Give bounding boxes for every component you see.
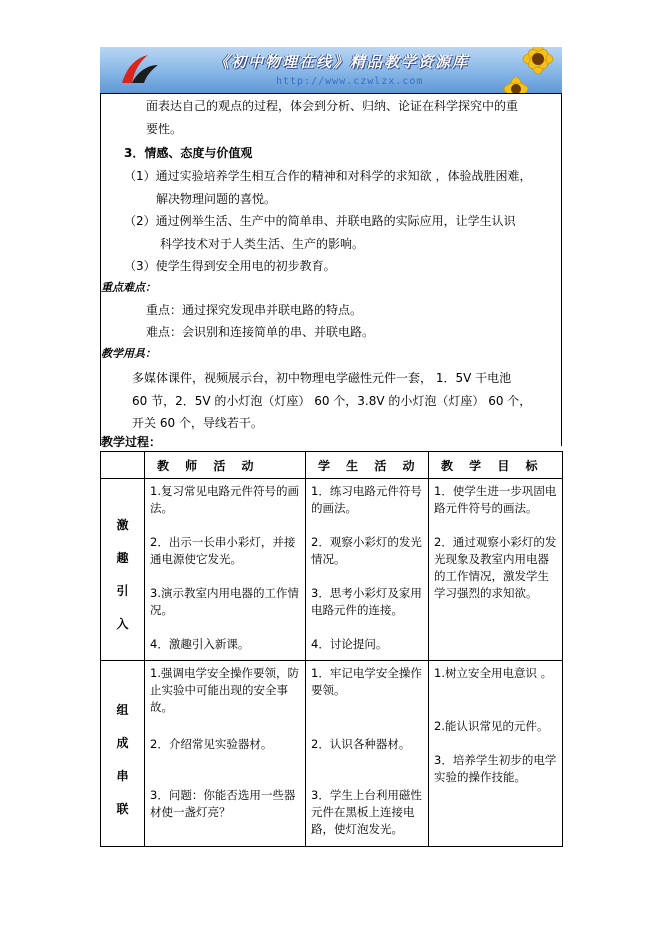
site-logo-icon <box>118 53 162 87</box>
process-label: 教学过程： <box>101 435 162 449</box>
teaching-goal-cell <box>429 479 563 661</box>
keypoint-focus: 重点：通过探究发现串并联电路的特点。 <box>146 303 363 317</box>
stage-char: 入 <box>116 617 129 631</box>
teacher-activity-item: 3．问题：你能否选用一些器材使一盏灯亮？ <box>150 788 296 819</box>
keypoint-difficulty: 难点：会识别和连接简单的串、并联电路。 <box>146 325 375 339</box>
student-activity-item: 2．观察小彩灯的发光情况。 <box>311 535 422 566</box>
tools-line-3: 开关 60 个，导线若干。 <box>132 416 263 430</box>
student-activity-item: 3．思考小彩灯及家用电路元件的连接。 <box>311 586 422 617</box>
stage-char: 趣 <box>116 551 129 565</box>
stage-char: 组 <box>116 703 129 717</box>
student-activity-item: 3．学生上台利用磁性元件在黑板上连接电路，使灯泡发光。 <box>311 788 422 836</box>
teaching-goal-item: 1．使学生进一步巩固电路元件符号的画法。 <box>434 484 557 515</box>
teaching-goal-item: 2.能认识常见的元件。 <box>434 719 549 733</box>
teacher-activity-item: 1.复习常见电路元件符号的画法。 <box>150 484 299 515</box>
teacher-activity-item: 3.演示教室内用电器的工作情况。 <box>150 586 299 617</box>
stage-char: 引 <box>116 584 129 598</box>
teaching-goal-cell <box>429 661 563 847</box>
teacher-activity-item: 4．激趣引入新课。 <box>150 637 250 651</box>
table-row <box>101 479 563 661</box>
objective-2-line-2: 科学技术对于人类生活、生产的影响。 <box>160 237 365 251</box>
objective-1-line-2: 解决物理问题的喜悦。 <box>156 192 277 206</box>
header-teaching-goal: 教 学 目 标 <box>429 452 563 479</box>
section-3-heading: 3．情感、态度与价值观 <box>124 146 253 160</box>
header-student-activity: 学 生 活 动 <box>306 452 429 479</box>
stage-char: 联 <box>116 802 129 816</box>
teacher-activity-item: 1.强调电学安全操作要领，防止实验中可能出现的安全事故。 <box>150 666 299 714</box>
teacher-activity-item: 2．出示一长串小彩灯，并接通电源使它发光。 <box>150 535 296 566</box>
tools-line-2: 60 节，2．5V 的小灯泡（灯座） 60 个，3.8V 的小灯泡（灯座） 60 个， <box>132 394 532 408</box>
tools-label: 教学用具： <box>101 347 156 360</box>
student-activity-item: 2．认识各种器材。 <box>311 737 411 751</box>
objective-3: （3）使学生得到安全用电的初步教育。 <box>124 259 336 273</box>
student-activity-item: 1．练习电路元件符号的画法。 <box>311 484 422 515</box>
teacher-activity-cell <box>145 661 306 847</box>
intro-line-1: 面表达自己的观点的过程，体会到分析、归纳、论证在科学探究中的重 <box>146 99 519 113</box>
student-activity-item: 1．牢记电学安全操作要领。 <box>311 666 422 697</box>
teaching-goal-item: 3．培养学生初步的电学实验的操作技能。 <box>434 753 557 784</box>
teacher-activity-item: 2．介绍常见实验器材。 <box>150 737 273 751</box>
sunflower-icon <box>486 47 562 93</box>
stage-char: 激 <box>116 518 129 532</box>
stage-char: 成 <box>116 736 129 750</box>
teaching-goal-item: 1.树立安全用电意识 。 <box>434 666 553 680</box>
table-row <box>101 661 563 847</box>
stage-char: 串 <box>116 769 129 783</box>
stage-cell-intro <box>101 479 145 661</box>
objective-1-line-1: （1）通过实验培养学生相互合作的精神和对科学的求知欲 ，体验战胜困难， <box>124 169 532 183</box>
teaching-process-table <box>100 451 563 847</box>
objective-2-line-1: （2）通过例举生活、生产中的简单串、并联电路的实际应用，让学生认识 <box>124 214 516 228</box>
header-teacher-activity: 教 师 活 动 <box>145 452 306 479</box>
teaching-goal-item: 2．通过观察小彩灯的发光现象及教室内用电器的工作情况，激发学生学习强烈的求知欲。 <box>434 535 557 600</box>
keypoints-label: 重点难点： <box>101 281 156 294</box>
banner-url[interactable]: http://www.czwlzx.com <box>276 76 424 87</box>
table-header-row <box>101 452 563 479</box>
student-activity-cell <box>306 479 429 661</box>
intro-line-2: 要性。 <box>146 122 183 136</box>
student-activity-cell <box>306 661 429 847</box>
tools-line-1: 多媒体课件，视频展示台，初中物理电学磁性元件一套， 1．5V 干电池 <box>132 371 512 385</box>
banner-title: 《初中物理在线》精品教学资源库 <box>214 53 470 71</box>
stage-cell-series <box>101 661 145 847</box>
header-banner <box>100 47 562 93</box>
student-activity-item: 4．讨论提问。 <box>311 637 388 651</box>
header-stage-cell <box>101 452 145 479</box>
teacher-activity-cell <box>145 479 306 661</box>
